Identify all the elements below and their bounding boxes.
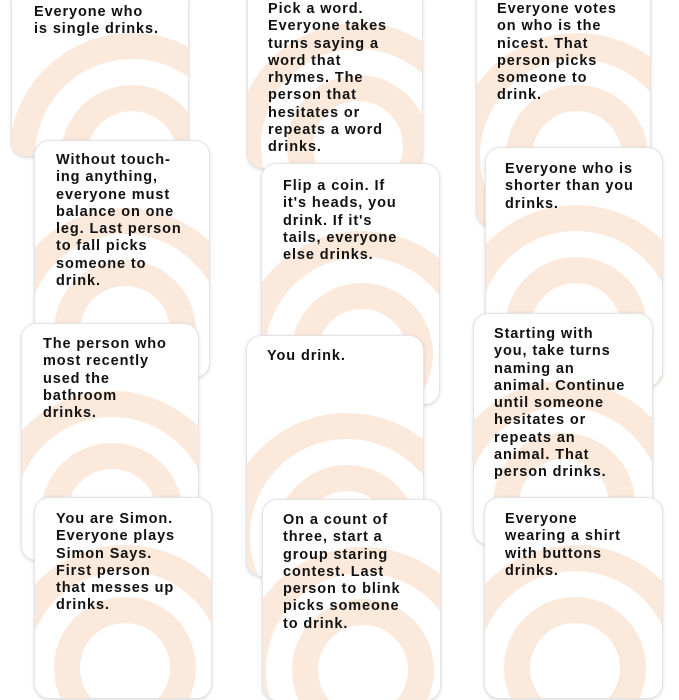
card-text: Without touch- ing anything, everyone must balance on one leg. Last person to fall picks someone to drink. xyxy=(56,152,182,290)
swirl-pattern xyxy=(12,26,188,156)
card-text: Everyone who is single drinks. xyxy=(34,4,159,38)
card-text: Everyone who is shorter than you drinks. xyxy=(505,161,634,212)
card-text: Flip a coin. If it's heads, you drink. If it's tails, everyone else drinks. xyxy=(283,178,398,264)
card-text: Everyone wearing a shirt with buttons drinks. xyxy=(505,511,621,579)
card-text: The person who most recently used the bathroom drinks. xyxy=(43,336,167,422)
card-text: You are Simon. Everyone plays Simon Says. First person that messes up drinks. xyxy=(56,511,175,614)
card-text: Starting with you, take turns naming an animal. Continue until someone hesitates or repeats an animal. That person drinks. xyxy=(494,326,626,481)
card-single-drinks xyxy=(12,0,188,156)
card-text: Pick a word. Everyone takes turns saying a word that rhymes. The person that hesitates or repeats a word drinks. xyxy=(268,1,387,156)
card-shirt-buttons xyxy=(485,498,662,698)
card-rhyme-word xyxy=(248,0,422,168)
card-text: On a count of three, start a group staring contest. Last person to blink picks someone to drink. xyxy=(283,512,401,632)
card-staring-contest xyxy=(263,500,440,700)
card-text: Everyone votes on who is the nicest. That person picks someone to drink. xyxy=(497,1,617,104)
card-simon-says xyxy=(35,498,211,698)
card-text: You drink. xyxy=(267,348,346,364)
